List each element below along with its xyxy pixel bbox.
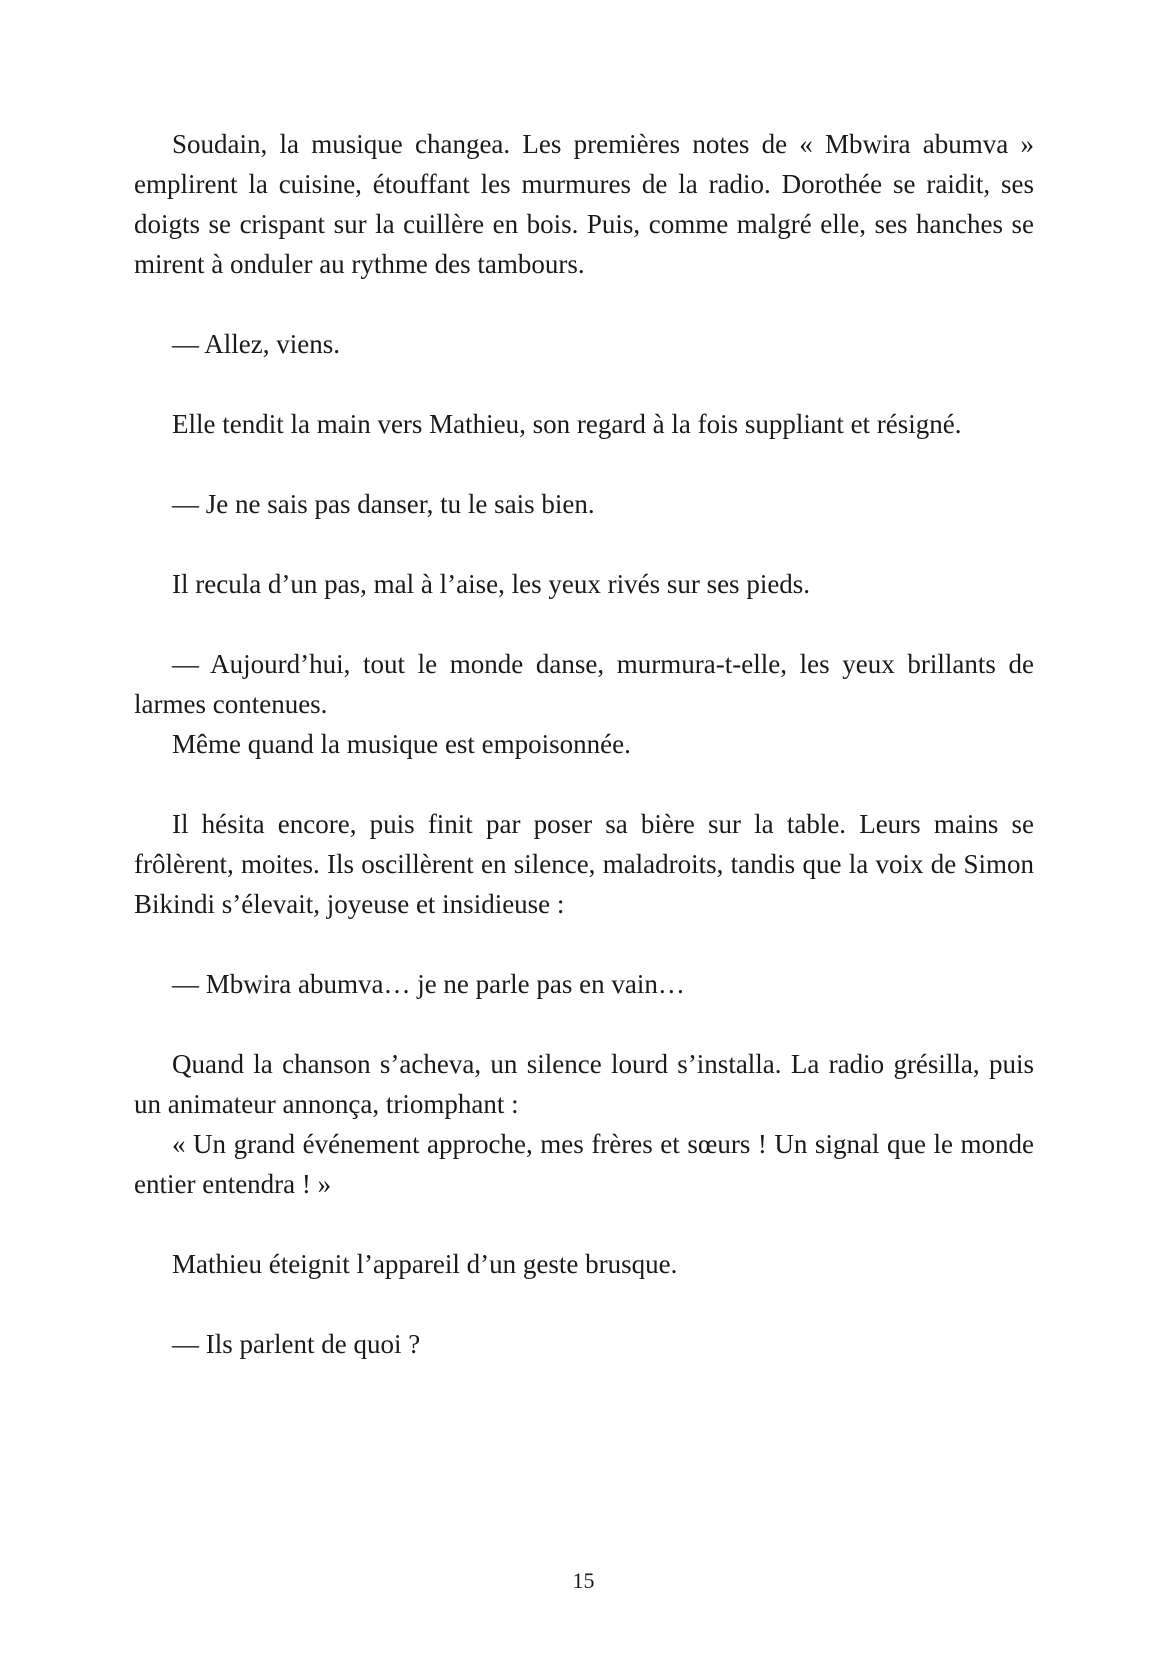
paragraph-6: Mathieu éteignit l’appareil d’un geste brusque. — [172, 1249, 678, 1279]
dialogue-line-2: — Je ne sais pas danser, tu le sais bien. — [172, 489, 595, 519]
paragraph-5: Quand la chanson s’acheva, un silence lourd s’installa. La radio grésilla, puis un animateur annonça, triomphant : — [134, 1049, 1034, 1119]
paragraph-1: Soudain, la musique changea. Les premières notes de « Mbwira abumva » emplirent la cuisine, étouffant les murmures de la radio. Dorothée se raidit, ses doigts se crispant sur la cuillère en bois. Puis, comme malgré elle, ses hanches se mirent à onduler au rythme des tambours. — [134, 129, 1034, 279]
dialogue-line-4: — Mbwira abumva… je ne parle pas en vain… — [172, 969, 685, 999]
page-number: 15 — [572, 1568, 595, 1593]
radio-quote: « Un grand événement approche, mes frères et sœurs ! Un signal que le monde entier entendra ! » — [134, 1129, 1034, 1199]
paragraph-2: Elle tendit la main vers Mathieu, son regard à la fois suppliant et résigné. — [172, 409, 962, 439]
paragraph-3: Il recula d’un pas, mal à l’aise, les yeux rivés sur ses pieds. — [172, 569, 811, 599]
dialogue-line-3-continued: Même quand la musique est empoisonnée. — [172, 729, 631, 759]
dialogue-line-3: — Aujourd’hui, tout le monde danse, murmura-t-elle, les yeux brillants de larmes contenues. — [134, 649, 1034, 719]
dialogue-line-1: — Allez, viens. — [172, 329, 340, 359]
dialogue-line-5: — Ils parlent de quoi ? — [172, 1329, 421, 1359]
paragraph-4: Il hésita encore, puis finit par poser sa bière sur la table. Leurs mains se frôlèrent, moites. Ils oscillèrent en silence, maladroits, tandis que la voix de Simon Bikindi s’élevait, joyeuse et insidieuse : — [134, 809, 1034, 919]
page-body — [134, 124, 1034, 1364]
